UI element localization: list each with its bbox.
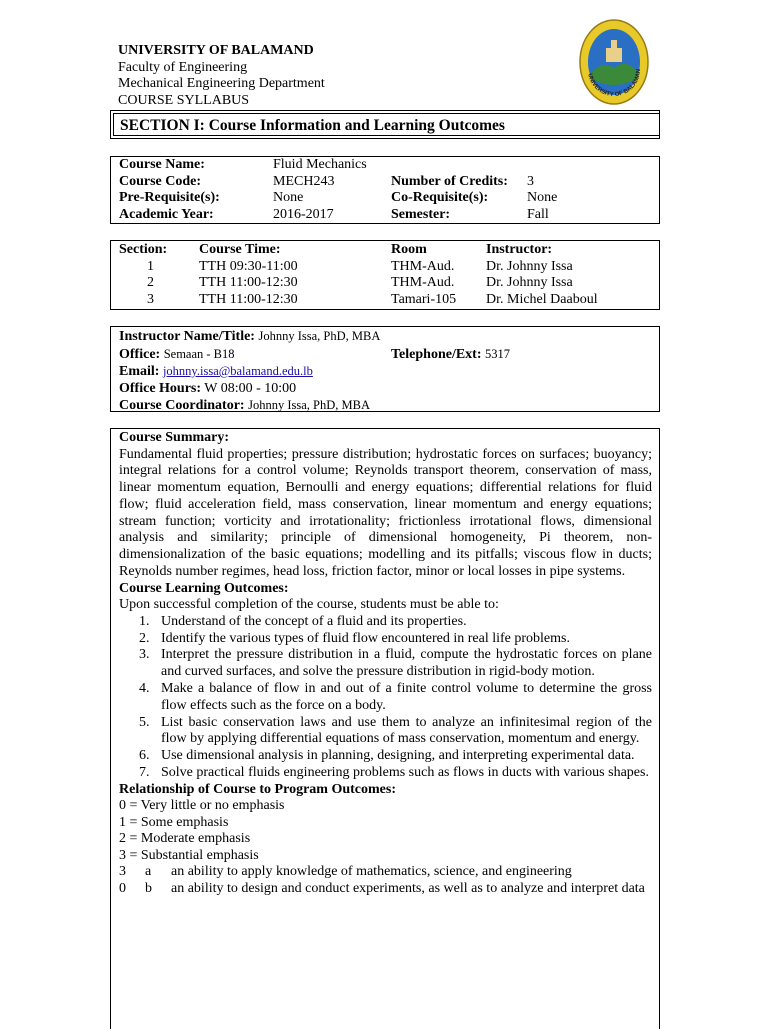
th-instructor: Instructor:: [486, 242, 553, 257]
section-title: SECTION I: Course Information and Learning Outcomes: [120, 117, 505, 134]
table-cell: TTH 09:30-11:00: [199, 258, 298, 274]
scale-2: 2 = Moderate emphasis: [119, 831, 251, 847]
table-cell: Dr. Johnny Issa: [486, 258, 573, 274]
list-item: 4. Make a balance of flow in and out of a finite control volume to determine the gross flow effects such as the force on a body.: [139, 681, 652, 713]
office-value: Semaan - B18: [163, 346, 235, 361]
coordinator-label: Course Coordinator:: [119, 398, 245, 413]
list-item: 5. List basic conservation laws and use them to analyze an infinitesimal region of the flow by applying differential equations of mass conservation, momentum and energy.: [139, 714, 652, 747]
outcomes-intro: Upon successful completion of the course, students must be able to:: [119, 597, 499, 613]
office-label: Office:: [119, 346, 161, 362]
office-hours-label: Office Hours:: [119, 380, 202, 396]
office-hours-value: W 08:00 - 10:00: [204, 380, 297, 396]
relationship-title: Relationship of Course to Program Outcomes:: [119, 781, 396, 797]
list-item: 7. Solve practical fluids engineering problems such as flows in ducts with various shapes.: [139, 765, 649, 781]
table-cell: Dr. Michel Daaboul: [486, 291, 598, 307]
col-instructors: [486, 259, 598, 309]
col-rooms: [391, 259, 456, 309]
document-type: COURSE SYLLABUS: [118, 92, 250, 108]
col-section-numbers: [147, 259, 154, 309]
university-logo: [578, 18, 650, 106]
academic-year-label: Academic Year:: [119, 206, 214, 222]
summary-title: Course Summary:: [119, 430, 230, 445]
credits-value: 3: [527, 173, 534, 189]
list-item: 3. Interpret the pressure distribution in a fluid, compute the hydrostatic forces on plane and curved surfaces, and solve the pressure distribution in rigid-body motion.: [139, 647, 652, 680]
coreq-value: None: [527, 190, 558, 205]
program-outcome-row: 3 a an ability to apply knowledge of mathematics, science, and engineering: [119, 864, 572, 880]
telephone-value: 5317: [485, 346, 510, 361]
scale-1: 1 = Some emphasis: [119, 814, 229, 830]
email-label: Email:: [119, 364, 160, 379]
table-cell: TTH 11:00-12:30: [199, 275, 298, 290]
coreq-label: Co-Requisite(s):: [391, 190, 489, 205]
prereq-label: Pre-Requisite(s):: [119, 190, 220, 205]
course-info-box: [110, 156, 660, 224]
table-row: 2: [147, 275, 154, 290]
list-item: 1. Understand of the concept of a fluid and its properties.: [139, 613, 467, 629]
col-times: [199, 259, 298, 309]
scale-0: 0 = Very little or no emphasis: [119, 798, 285, 814]
summary-text: Fundamental fluid properties; pressure distribution; hydrostatic forces on surfaces; buoyancy; integral relations for a control volume; Reynolds transport theorem, conservation of mass, linear momentum equation, Bernoulli and energy equations; differential relations for fluid flow; fluid acceleration field, mass conservation, linear momentum and energy equations; stream function; vorticity and irrotationality; frictionless irrotational flows, dimensional analysis and similarity; principle of dimensional homogeneity, Pi theorem, non-dimensionalization of the basic equations; modelling and its pitfalls; viscous flow in ducts; Reynolds number regimes, head loss, friction factor, minor or local losses in pipe systems.: [119, 446, 652, 580]
telephone-label: Telephone/Ext:: [391, 346, 482, 362]
semester-label: Semester:: [391, 206, 451, 222]
th-room: Room: [391, 242, 427, 257]
program-outcome-row: 0 b an ability to design and conduct experiments, as well as to analyze and interpret data: [119, 881, 645, 897]
prereq-value: None: [273, 190, 304, 205]
table-row: 1: [147, 258, 154, 274]
outcomes-list: [119, 614, 652, 782]
faculty-name: Faculty of Engineering: [118, 59, 248, 75]
th-time: Course Time:: [199, 242, 281, 257]
sections-table: [110, 240, 660, 310]
list-item: 2. Identify the various types of fluid flow encountered in real life problems.: [139, 630, 570, 646]
outcomes-title: Course Learning Outcomes:: [119, 580, 289, 596]
coordinator-value: Johnny Issa, PhD, MBA: [248, 398, 370, 412]
university-name: UNIVERSITY OF BALAMAND: [118, 43, 314, 58]
instructor-name-label: Instructor Name/Title:: [119, 329, 255, 344]
department-name: Mechanical Engineering Department: [118, 76, 325, 91]
credits-label: Number of Credits:: [391, 173, 508, 189]
section-title-box: [110, 110, 660, 139]
summary-box: [110, 428, 660, 1029]
header-block: [118, 43, 325, 109]
course-code-label: Course Code:: [119, 173, 202, 189]
table-cell: TTH 11:00-12:30: [199, 291, 298, 307]
list-item: 6. Use dimensional analysis in planning, designing, and interpreting experimental data.: [139, 748, 635, 764]
table-cell: THM-Aud.: [391, 258, 455, 274]
course-name-value: Fluid Mechanics: [273, 157, 367, 172]
semester-value: Fall: [527, 206, 549, 222]
table-row: 3: [147, 291, 154, 307]
course-code-value: MECH243: [273, 173, 335, 189]
table-cell: Tamari-105: [391, 291, 457, 307]
th-section: Section:: [119, 242, 168, 257]
academic-year-value: 2016-2017: [273, 206, 334, 222]
logo-text: UNIVERSITY OF BALAMAN: [586, 68, 643, 99]
table-cell: THM-Aud.: [391, 275, 455, 290]
instructor-box: [110, 326, 660, 412]
course-name-label: Course Name:: [119, 157, 205, 172]
email-link[interactable]: johnny.issa@balamand.edu.lb: [162, 364, 313, 378]
table-cell: Dr. Johnny Issa: [486, 275, 573, 290]
instructor-name: Johnny Issa, PhD, MBA: [258, 329, 381, 343]
scale-3: 3 = Substantial emphasis: [119, 847, 259, 863]
